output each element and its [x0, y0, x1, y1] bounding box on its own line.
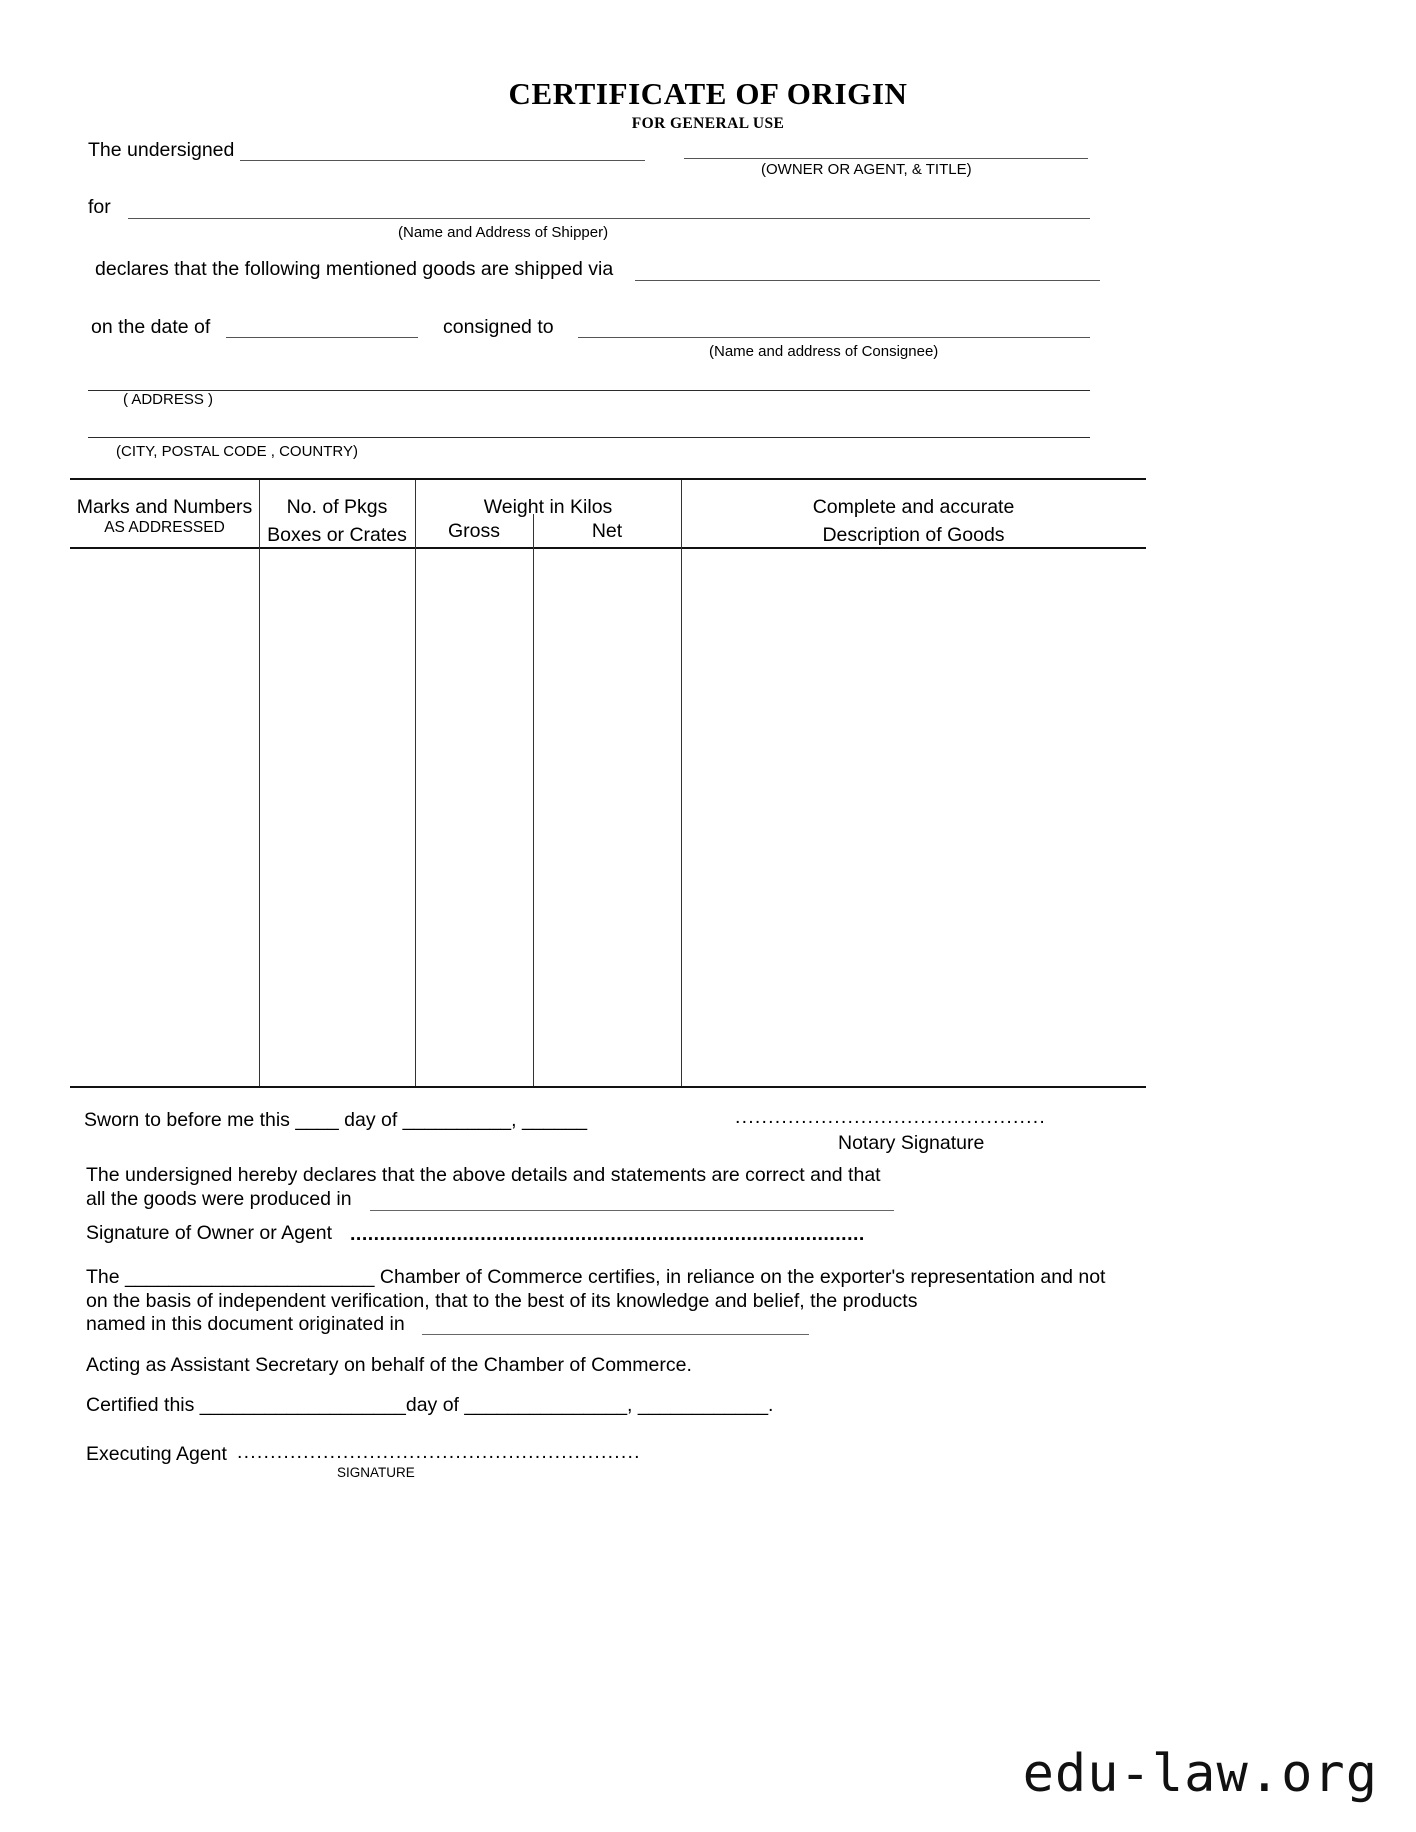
- produced-in-input-line[interactable]: [370, 1210, 894, 1211]
- table-header-weight: [415, 496, 681, 519]
- shipper-caption: (Name and Address of Shipper): [398, 224, 609, 241]
- table-header-marks: [70, 496, 259, 537]
- chamber-line1: [86, 1265, 1105, 1291]
- page-title: CERTIFICATE OF ORIGIN: [508, 76, 908, 111]
- table-cell-description[interactable]: [682, 549, 1146, 1086]
- undersigned-input-line[interactable]: [240, 160, 645, 161]
- title-block: [0, 78, 1416, 133]
- table-header-marks-line2: AS ADDRESSED: [104, 519, 225, 536]
- chamber-line1-prefix: The: [86, 1266, 120, 1288]
- shipped-via-input-line[interactable]: [635, 280, 1100, 281]
- table-header-pkgs-line1: No. of Pkgs: [286, 496, 388, 518]
- consignee-input-line[interactable]: [578, 337, 1090, 338]
- table-header-description-line2: Description of Goods: [822, 524, 1005, 546]
- notary-signature-caption: Notary Signature: [838, 1132, 985, 1154]
- owner-agent-input-line[interactable]: [684, 158, 1088, 159]
- shipper-input-line[interactable]: [128, 218, 1090, 219]
- table-header-marks-line1: Marks and Numbers: [76, 496, 253, 518]
- table-header-weight-gross: [415, 520, 533, 543]
- date-input-line[interactable]: [226, 337, 418, 338]
- declares-label: declares that the following mentioned goods are shipped via: [95, 258, 614, 280]
- executing-agent-line[interactable]: .............................................................: [237, 1441, 641, 1463]
- table-header-pkgs: [259, 496, 415, 547]
- address-caption: ( ADDRESS ): [123, 391, 214, 408]
- table-top-border: [70, 478, 1146, 480]
- executing-agent-caption: SIGNATURE: [337, 1465, 415, 1480]
- chamber-line3: named in this document originated in: [86, 1313, 405, 1335]
- notary-signature-line[interactable]: ...............................................: [735, 1106, 1047, 1128]
- chamber-name-blank[interactable]: _______________________: [125, 1266, 375, 1288]
- table-header-weight-line1: Weight in Kilos: [483, 496, 613, 518]
- acting-secretary-line: Acting as Assistant Secretary on behalf of the Chamber of Commerce.: [86, 1354, 692, 1376]
- table-cell-net[interactable]: [534, 549, 681, 1086]
- owner-agent-caption: (OWNER OR AGENT, & TITLE): [761, 161, 972, 178]
- table-header-description: [681, 496, 1146, 547]
- table-cell-marks[interactable]: [70, 549, 259, 1086]
- chamber-line1-suffix: Chamber of Commerce certifies, in reliance on the exporter's representation and not: [379, 1266, 1106, 1288]
- table-header-description-line1: Complete and accurate: [812, 496, 1015, 518]
- originated-in-input-line[interactable]: [422, 1334, 809, 1335]
- table-bottom-border: [70, 1086, 1146, 1088]
- for-label: for: [88, 196, 111, 218]
- table-cell-pkgs[interactable]: [260, 549, 415, 1086]
- consignee-caption: (Name and address of Consignee): [709, 343, 939, 360]
- declaration-line1: The undersigned hereby declares that the above details and statements are correct and that: [86, 1164, 881, 1186]
- sworn-statement: Sworn to before me this ____ day of __________, ______: [84, 1109, 588, 1131]
- address-input-line[interactable]: [88, 390, 1090, 391]
- city-input-line[interactable]: [88, 437, 1090, 438]
- table-cell-gross[interactable]: [416, 549, 533, 1086]
- table-header-gross-label: Gross: [447, 520, 500, 542]
- chamber-line2: on the basis of independent verification, that to the best of its knowledge and belief, the products: [86, 1290, 918, 1312]
- date-label: on the date of: [91, 316, 211, 338]
- city-caption: (CITY, POSTAL CODE , COUNTRY): [116, 443, 358, 460]
- certified-line: Certified this ___________________day of _______________, ____________.: [86, 1394, 774, 1416]
- site-watermark: edu-law.org: [1022, 1744, 1378, 1804]
- table-header-weight-net: [533, 520, 681, 543]
- declaration-line2: all the goods were produced in: [86, 1188, 352, 1210]
- owner-signature-line[interactable]: .......................................................................................: [350, 1223, 865, 1245]
- table-header-net-label: Net: [591, 520, 623, 542]
- goods-table: [70, 478, 1146, 1088]
- undersigned-label: The undersigned: [88, 139, 235, 161]
- executing-agent-label: Executing Agent: [86, 1443, 227, 1465]
- consigned-label: consigned to: [443, 316, 554, 338]
- page-subtitle: FOR GENERAL USE: [631, 114, 785, 132]
- owner-signature-label: Signature of Owner or Agent: [86, 1222, 333, 1244]
- table-header-pkgs-line2: Boxes or Crates: [267, 524, 407, 546]
